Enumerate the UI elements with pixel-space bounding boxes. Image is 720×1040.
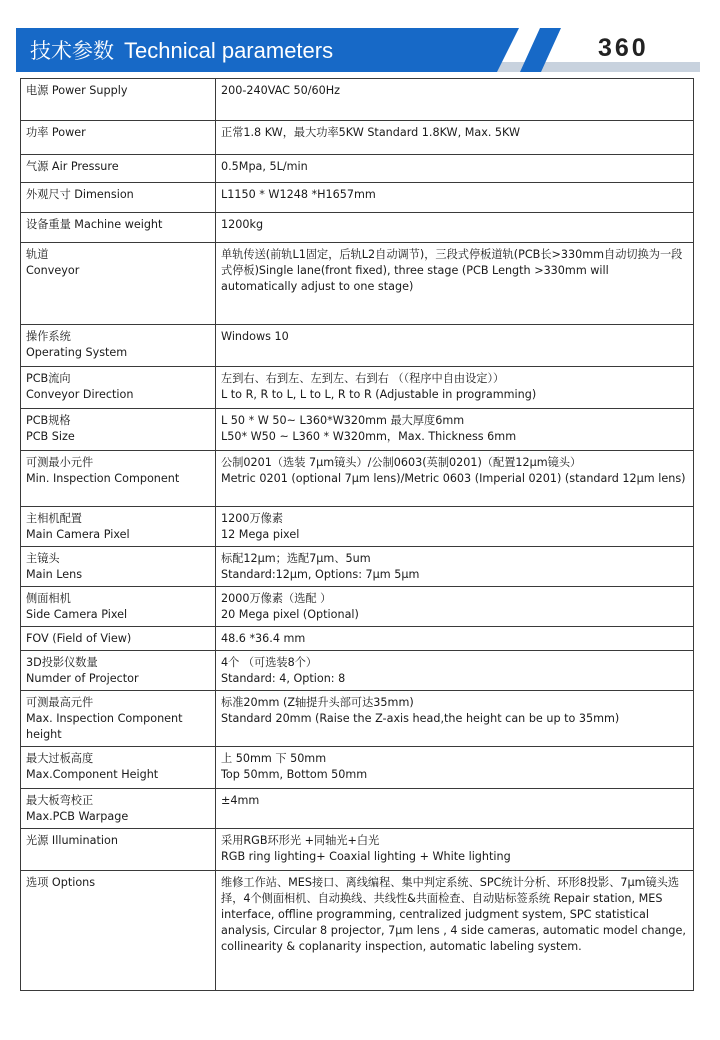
spec-value-cell <box>216 451 694 507</box>
spec-label-text: 可测最小元件 <box>26 456 94 469</box>
spec-label-cell <box>21 651 216 691</box>
spec-value-cell <box>216 789 694 829</box>
spec-label-text: FOV (Field of View) <box>26 632 132 645</box>
spec-label-text: Side Camera Pixel <box>26 608 128 621</box>
spec-label-cell <box>21 627 216 651</box>
spec-label-cell <box>21 183 216 213</box>
spec-value-cell <box>216 243 694 325</box>
spec-label-text: 最大板弯校正 <box>26 794 94 807</box>
spec-label-cell <box>21 409 216 451</box>
spec-value-text: 1200万像素 <box>221 512 284 525</box>
spec-label-text: 3D投影仪数量 <box>26 656 98 669</box>
spec-label-cell <box>21 789 216 829</box>
spec-label-text: 功率 Power <box>26 126 86 139</box>
spec-value-text: L to R, R to L, L to L, R to R (Adjustable in programming) <box>221 388 537 401</box>
spec-label-cell <box>21 79 216 121</box>
spec-label-text: 主相机配置 <box>26 512 82 525</box>
table-row <box>21 691 694 747</box>
spec-value-cell <box>216 507 694 547</box>
table-row <box>21 155 694 183</box>
spec-value-cell <box>216 79 694 121</box>
table-row <box>21 587 694 627</box>
spec-label-text: 操作系统 <box>26 330 71 343</box>
spec-value-cell <box>216 547 694 587</box>
table-row <box>21 409 694 451</box>
spec-value-text: 20 Mega pixel (Optional) <box>221 608 359 621</box>
spec-value-cell <box>216 627 694 651</box>
table-row <box>21 451 694 507</box>
spec-value-text: Windows 10 <box>221 330 289 343</box>
spec-value-text: 维修工作站、MES接口、离线编程、集中判定系统、SPC统计分析、环形8投影、7μm镜头选择，4个侧面相机、自动换线、共线性&共面检查、自动贴标签系统 Repair station, MES interface, offline programming, centralized judgment system, SPC statistical analysis, Circular 8 projector, 7μm lens , 4 side cameras, automatic model change, collinearity & coplanarity inspection, automatic labeling system. <box>221 876 686 953</box>
spec-label-cell <box>21 155 216 183</box>
spec-value-text: 1200kg <box>221 218 264 231</box>
spec-label-text: 电源 Power Supply <box>26 84 128 97</box>
spec-value-text: 48.6 *36.4 mm <box>221 632 306 645</box>
spec-label-cell <box>21 747 216 789</box>
table-row <box>21 213 694 243</box>
table-row <box>21 547 694 587</box>
spec-value-cell <box>216 829 694 871</box>
spec-value-cell <box>216 325 694 367</box>
page-number: 360 <box>598 34 649 62</box>
table-row <box>21 871 694 991</box>
spec-label-text: Operating System <box>26 346 128 359</box>
spec-label-cell <box>21 871 216 991</box>
spec-value-text: 12 Mega pixel <box>221 528 300 541</box>
table-row <box>21 243 694 325</box>
spec-value-text: 2000万像素（选配 ） <box>221 592 332 605</box>
spec-value-text: 200-240VAC 50/60Hz <box>221 84 341 97</box>
spec-label-cell <box>21 691 216 747</box>
spec-value-text: 公制0201（选装 7μm镜头）/公制0603(英制0201)（配置12μm镜头） <box>221 456 582 469</box>
spec-label-cell <box>21 507 216 547</box>
spec-value-text: L50* W50 ~ L360 * W320mm，Max. Thickness 6mm <box>221 430 517 443</box>
spec-label-cell <box>21 451 216 507</box>
spec-value-text: L 50 * W 50~ L360*W320mm 最大厚度6mm <box>221 414 465 427</box>
spec-label-text: Max.PCB Warpage <box>26 810 129 823</box>
table-row <box>21 651 694 691</box>
spec-label-text: PCB规格 <box>26 414 71 427</box>
table-row <box>21 183 694 213</box>
spec-label-cell <box>21 829 216 871</box>
spec-value-text: 单轨传送(前轨L1固定，后轨L2自动调节)，三段式停板道轨(PCB长>330mm自动切换为一段式停板)Single lane(front fixed), three stage (PCB Length >330mm will automatically adjust to one stage) <box>221 248 683 293</box>
spec-value-text: Standard:12μm, Options: 7μm 5μm <box>221 568 420 581</box>
spec-table-body <box>21 79 694 991</box>
spec-label-text: 侧面相机 <box>26 592 71 605</box>
spec-value-text: 正常1.8 KW，最大功率5KW Standard 1.8KW, Max. 5KW <box>221 126 521 139</box>
page-title-cn: 技术参数 <box>30 39 114 63</box>
table-row <box>21 627 694 651</box>
spec-label-text: 外观尺寸 Dimension <box>26 188 134 201</box>
spec-label-text: 气源 Air Pressure <box>26 160 119 173</box>
spec-label-cell <box>21 243 216 325</box>
spec-value-text: 左到右、右到左、左到左、右到右 （（程序中自由设定）） <box>221 372 505 385</box>
spec-label-text: 选项 Options <box>26 876 96 889</box>
table-row <box>21 121 694 155</box>
page-title <box>30 36 333 66</box>
table-row <box>21 79 694 121</box>
spec-value-cell <box>216 691 694 747</box>
spec-label-text: 最大过板高度 <box>26 752 94 765</box>
spec-label-text: Numder of Projector <box>26 672 139 685</box>
spec-value-cell <box>216 183 694 213</box>
spec-label-text: Min. Inspection Component <box>26 472 180 485</box>
table-row <box>21 325 694 367</box>
spec-value-cell <box>216 747 694 789</box>
spec-label-text: 设备重量 Machine weight <box>26 218 163 231</box>
spec-value-cell <box>216 409 694 451</box>
spec-value-text: Standard: 4, Option: 8 <box>221 672 346 685</box>
spec-label-text: 轨道 <box>26 248 49 261</box>
spec-label-text: Main Lens <box>26 568 83 581</box>
spec-value-text: Metric 0201 (optional 7μm lens)/Metric 0603 (Imperial 0201) (standard 12μm lens) <box>221 472 686 485</box>
table-row <box>21 789 694 829</box>
table-row <box>21 507 694 547</box>
spec-value-text: 0.5Mpa, 5L/min <box>221 160 308 173</box>
spec-label-text: 可测最高元件 <box>26 696 94 709</box>
spec-table <box>20 78 694 991</box>
spec-value-text: 采用RGB环形光 +同轴光+白光 <box>221 834 380 847</box>
spec-label-text: PCB Size <box>26 430 75 443</box>
spec-value-text: 标配12μm；选配7μm、5um <box>221 552 371 565</box>
spec-label-cell <box>21 325 216 367</box>
spec-value-text: ±4mm <box>221 794 260 807</box>
spec-value-cell <box>216 871 694 991</box>
spec-label-cell <box>21 367 216 409</box>
spec-value-text: 上 50mm 下 50mm <box>221 752 327 765</box>
spec-value-text: Top 50mm, Bottom 50mm <box>221 768 368 781</box>
table-row <box>21 367 694 409</box>
spec-label-text: 光源 Illumination <box>26 834 118 847</box>
spec-value-cell <box>216 121 694 155</box>
spec-label-text: Conveyor <box>26 264 80 277</box>
spec-value-text: Standard 20mm (Raise the Z-axis head,the height can be up to 35mm) <box>221 712 620 725</box>
spec-value-cell <box>216 651 694 691</box>
spec-value-text: L1150 * W1248 *H1657mm <box>221 188 376 201</box>
spec-label-text: PCB流向 <box>26 372 71 385</box>
spec-value-text: 4个 （可选装8个） <box>221 656 318 669</box>
spec-label-text: Conveyor Direction <box>26 388 134 401</box>
spec-value-cell <box>216 367 694 409</box>
table-row <box>21 747 694 789</box>
spec-value-text: RGB ring lighting+ Coaxial lighting + White lighting <box>221 850 511 863</box>
spec-value-cell <box>216 213 694 243</box>
spec-label-cell <box>21 213 216 243</box>
spec-label-text: 主镜头 <box>26 552 60 565</box>
page-title-en: Technical parameters <box>124 38 334 63</box>
spec-label-cell <box>21 121 216 155</box>
spec-label-text: Main Camera Pixel <box>26 528 130 541</box>
page-header <box>0 0 720 80</box>
spec-value-cell <box>216 155 694 183</box>
spec-label-cell <box>21 547 216 587</box>
table-row <box>21 829 694 871</box>
spec-value-cell <box>216 587 694 627</box>
spec-label-text: Max.Component Height <box>26 768 159 781</box>
spec-label-cell <box>21 587 216 627</box>
spec-label-text: Max. Inspection Component height <box>26 712 183 741</box>
spec-value-text: 标准20mm (Z轴提升头部可达35mm) <box>221 696 414 709</box>
